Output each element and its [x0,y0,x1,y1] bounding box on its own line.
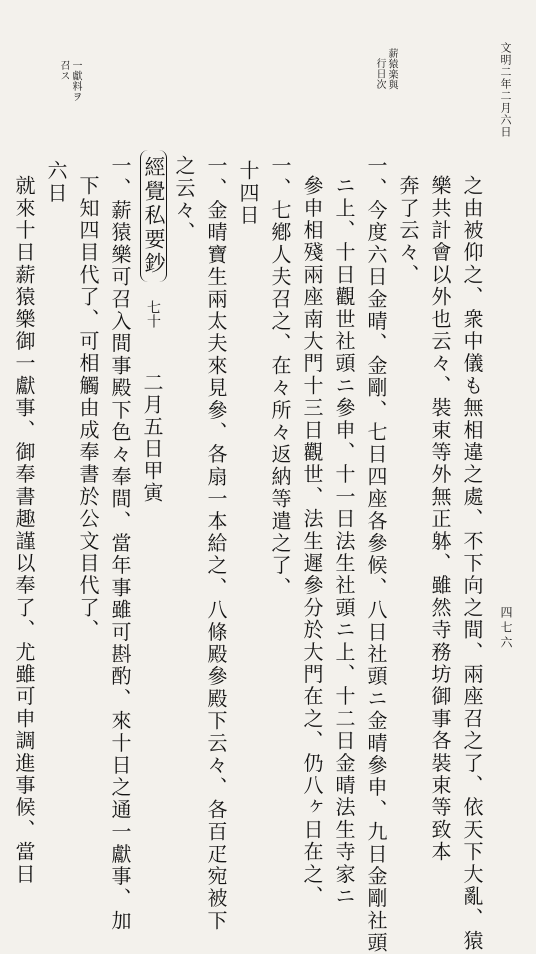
text-column: 一、今度六日金晴、金剛、七日四座各參候、八日社頭ニ金晴參申、九日金剛社頭 [364,155,388,954]
text-column: 就來十日薪猿樂御一獻事、御奉書趣謹以奉了、尤雖可申調進事候、當日 [12,175,36,886]
date-heading: 十四日 [236,160,260,227]
section-date: 二月五日甲寅 [140,372,164,504]
margin-note-right-2: 行日次 [374,58,385,90]
margin-note-left-2: 召ス [58,60,69,81]
margin-note-right-1: 薪猿楽與 [386,48,397,90]
text-column: 奔了云々、 [396,175,420,286]
margin-note-left-1: 一獻料ヲ [70,60,81,102]
text-column: 一、七鄕人夫召之、在々所々返納等遣之了、 [268,155,292,599]
date-heading: 六日 [44,160,68,205]
text-column: ニ上、十日觀世社頭ニ參申、十一日法生社頭ニ上、十二日金晴法生寺家ニ [332,175,356,908]
text-column: 一、薪猿樂可召入間事殿下色々奉間、當年事雖可斟酌、來十日之通一獻事、加 [108,155,132,932]
section-title: 經覺私要鈔 [140,150,167,282]
text-column: 之由被仰之、衆中儀も無相違之處、不下向之間、兩座召之了、依天下大亂、猿 [460,175,484,952]
text-column: 樂共計會以外也云々、裝束等外無正躰、雖然寺務坊御事各裝束等致本 [428,175,452,864]
running-head: 文明二年二月六日 [499,42,512,138]
text-column: 下知四目代了、可相觸由成奉書於公文目代了、 [76,175,100,642]
section-number: 七十 [145,300,161,328]
text-column: 一、金晴寶生兩太夫來見參、各扇一本給之、八條殿參殿下云々、各百疋宛被下 [204,155,228,932]
text-column: 之云々、 [172,155,196,244]
text-column: 參申相殘兩座南大門十三日觀世、法生遲參分於大門在之、仍八ヶ日在之、 [300,175,324,908]
page-number: 四七六 [499,606,513,651]
